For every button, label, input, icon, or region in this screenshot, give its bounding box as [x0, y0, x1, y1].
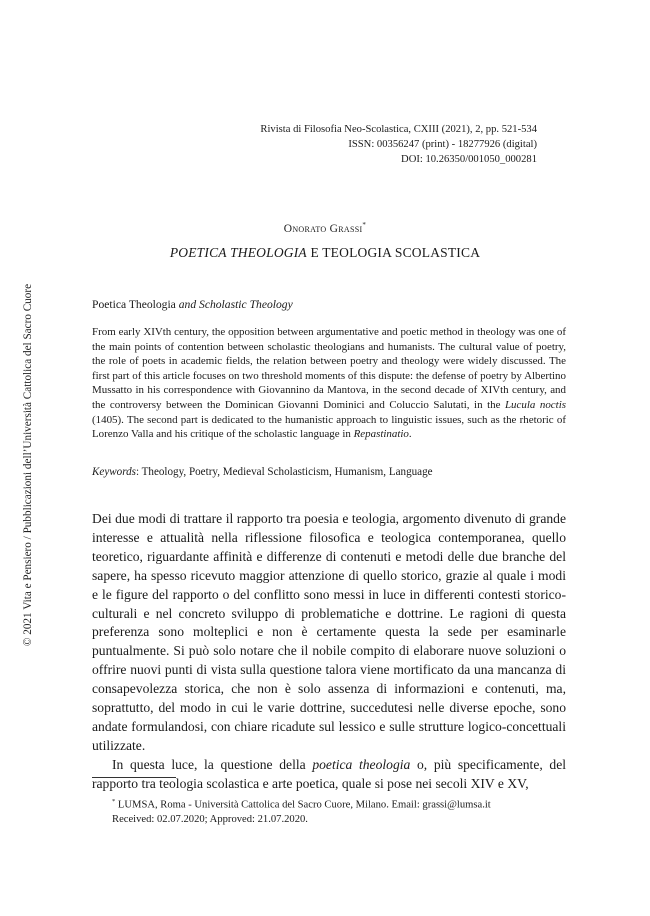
- keywords-list: Theology, Poetry, Medieval Scholasticism, Humanism, Language: [141, 466, 433, 478]
- body-paragraph-2: [92, 756, 566, 794]
- body-p2-b: o, più specificamente, del rapporto tra teologia scolastica e arte poetica, quale si pose nei secoli XIV e XV,: [92, 756, 567, 791]
- journal-issn: ISSN: 00356247 (print) - 18277926 (digital): [348, 139, 537, 150]
- copyright-sidebar: © 2021 Vita e Pensiero / Pubblicazioni dell’Università Cattolica del Sacro Cuore: [22, 283, 34, 647]
- footnote-mark: *: [112, 798, 116, 805]
- footnote-line-2: Received: 02.07.2020; Approved: 21.07.2020.: [112, 814, 308, 826]
- article-title: [0, 245, 650, 261]
- keywords-sep: :: [135, 466, 142, 478]
- keywords: [92, 466, 566, 478]
- footnote-affiliation: LUMSA, Roma - Università Cattolica del Sacro Cuore, Milano. Email: grassi@lumsa.it: [115, 799, 491, 811]
- abstract-part3: .: [408, 428, 412, 441]
- english-title-italic: and Scholastic Theology: [175, 298, 293, 311]
- journal-info: [260, 122, 537, 167]
- abstract-italic2: Repastinatio: [353, 428, 409, 441]
- keywords-label: Keywords: [92, 466, 136, 478]
- journal-citation: Rivista di Filosofia Neo-Scolastica, CXIII (2021), 2, pp. 521-534: [260, 124, 537, 135]
- title-rest: E TEOLOGIA SCOLASTICA: [306, 245, 481, 260]
- footnote: [112, 795, 566, 828]
- english-title: [92, 298, 293, 311]
- body-p2-a: In questa luce, la questione della: [112, 756, 313, 772]
- abstract-italic1: Lucula noctis: [504, 398, 566, 411]
- journal-doi: DOI: 10.26350/001050_000281: [401, 154, 537, 165]
- body-paragraph-1: Dei due modi di trattare il rapporto tra poesia e teologia, argomento divenuto di grande interesse e attualità nella riflessione filosofica e teologica contemporanea, quello teoretico, riguardante affinità e differenze di contenuti e metodi delle due branche del sapere, ha spesso ricevuto maggior attenzione di quello storico, grazie al quale i modi e le figure del rapporto o del conflitto sono messi in luce in differenti contesti storico-culturali e nel concreto sviluppo di problematiche e dottrine. Le ragioni di questa preferenza sono molteplici e non è certamente questa la sede per esaminarle puntualmente. Si può solo notare che il nobile compito di elaborare nuove soluzioni o offrire nuovi punti di vista sulla questione talora viene mortificato da una mancanza di consapevolezza storica, che non è solo assenza di informazioni e contenuti, ma, soprattutto, del modo in cui le varie dottrine, succedutesi nelle diverse epoche, sono andate formulandosi, con chiare ricadute sul lessico e sulle strutture logico-concettuali utilizzate.: [92, 511, 566, 753]
- english-title-plain: Poetica Theologia: [92, 298, 176, 311]
- abstract: [92, 325, 566, 442]
- author-line: [0, 221, 650, 235]
- body-text: [92, 510, 566, 794]
- abstract-part1: From early XIVth century, the opposition between argumentative and poetic method in theology was one of the main points of contention between scholastic theologians and humanists. The cultural value of poetry, the role of poets in academic fields, the relation between poetry and theology were widely discussed. The first part of this article focuses on two threshold moments of this dispute: the defense of poetry by Albertino Mussatto in his correspondence with Giovannino da Mantova, in the second decade of XIVth century, and the controversy between the Dominican Giovanni Dominici and Coluccio Salutati, in the: [92, 326, 566, 411]
- body-p2-italic: poetica theologia: [312, 756, 411, 772]
- title-italic: POETICA THEOLOGIA: [169, 245, 307, 260]
- footnote-rule: [92, 777, 176, 778]
- author-name: Onorato Grassi: [283, 222, 363, 235]
- abstract-part2: (1405). The second part is dedicated to the humanistic approach to linguistic issues, such as the rhetoric of Lorenzo Valla and his critique of the scholastic language in: [92, 413, 566, 441]
- footnote-line-1: [112, 795, 566, 813]
- author-footnote-mark: *: [362, 221, 367, 229]
